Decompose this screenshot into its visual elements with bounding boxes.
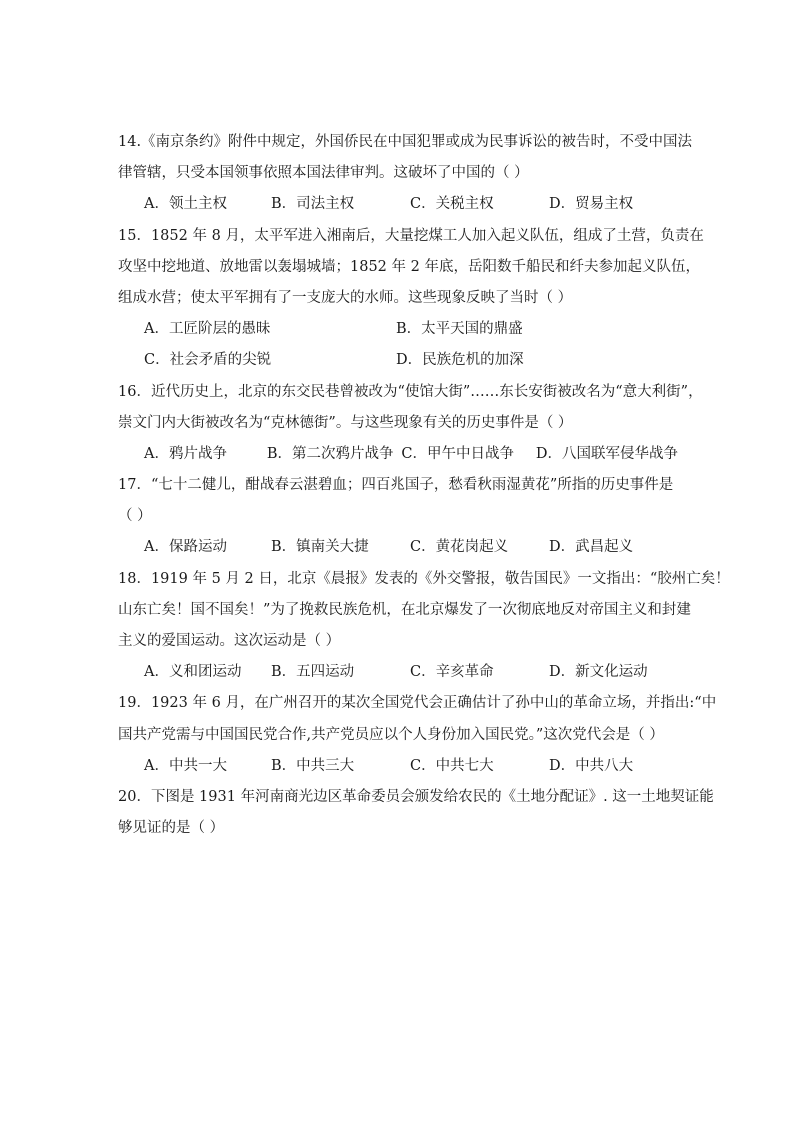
option-d[interactable]: D．新文化运动: [549, 664, 648, 681]
question-stem-continued: 律管辖，只受本国领事依照本国法律审判。这破坏了中国的（ ）: [118, 165, 529, 182]
question-block: [118, 221, 704, 377]
question-stem: 14.《南京条约》附件中规定，外国侨民在中国犯罪或成为民事诉讼的被告时，不受中国法: [118, 134, 693, 150]
question-block: [118, 470, 678, 564]
option-a[interactable]: A．义和团运动: [144, 664, 242, 681]
option-c[interactable]: C．辛亥革命: [410, 664, 494, 681]
option-b[interactable]: B．太平天国的鼎盛: [396, 321, 523, 338]
option-d[interactable]: D．贸易主权: [549, 196, 634, 213]
question-stem: 18．1919 年 5 月 2 日，北京《晨报》发表的《外交警报，敬告国民》一文指出：“胶州亡矣！: [118, 570, 730, 587]
question-stem-continued: 崇文门内大街被改名为“克林德街”。与这些现象有关的历史事件是（ ）: [118, 414, 573, 431]
question-stem-continued: 山东亡矣！国不国矣！”为了挽救民族危机，在北京爆发了一次彻底地反对帝国主义和封建: [118, 601, 691, 618]
option-c[interactable]: C．黄花岗起义: [410, 539, 509, 556]
question-block: [118, 377, 703, 471]
question-block: [118, 688, 717, 782]
question-stem-continued: 国共产党需与中国国民党合作,共产党员应以个人身份加入国民党。”这次党代会是（ ）: [118, 726, 664, 743]
option-b[interactable]: B．镇南关大捷: [271, 539, 369, 556]
option-a[interactable]: A．工匠阶层的愚昧: [144, 321, 271, 338]
option-b[interactable]: B．五四运动: [271, 664, 355, 681]
question-stem-continued: 主义的爱国运动。这次运动是（ ）: [118, 633, 341, 649]
option-c[interactable]: C．中共七大: [410, 757, 494, 774]
question-stem: 20．下图是 1931 年河南商光边区革命委员会颁发给农民的《土地分配证》. 这一土地契证能: [118, 788, 714, 805]
options-row: [118, 751, 678, 782]
option-a[interactable]: A．鸦片战争: [144, 445, 227, 462]
option-a[interactable]: A．保路运动: [144, 539, 227, 556]
question-stem: 17．“七十二健儿，酣战春云湛碧血；四百兆国子，愁看秋雨湿黄花”所指的历史事件是: [118, 477, 674, 494]
options-row: [118, 439, 678, 470]
option-c[interactable]: C．甲午中日战争: [401, 445, 514, 462]
question-stem: 15．1852 年 8 月，太平军进入湘南后，大量挖煤工人加入起义队伍，组成了土营，负责在: [118, 227, 704, 244]
option-d[interactable]: D．八国联军侵华战争: [535, 445, 679, 462]
option-b[interactable]: B．第二次鸦片战争: [266, 445, 394, 462]
question-block: [118, 127, 693, 221]
question-stem-continued: 组成水营；使太平军拥有了一支庞大的水师。这些现象反映了当时（ ）: [118, 289, 573, 306]
option-b[interactable]: B．司法主权: [271, 196, 355, 213]
option-a[interactable]: A．领土主权: [144, 196, 227, 213]
option-b[interactable]: B．中共三大: [271, 757, 355, 774]
question-stem: 16．近代历史上，北京的东交民巷曾被改为“使馆大街”……东长安街被改名为“意大利街”，: [118, 383, 703, 400]
options-row: [118, 314, 678, 345]
question-block: [118, 782, 714, 844]
option-d[interactable]: D．中共八大: [549, 757, 634, 774]
question-stem-continued: 攻坚中挖地道、放地雷以轰塌城墙；1852 年 2 年底，岳阳数千船民和纤夫参加起义队伍，: [118, 258, 700, 275]
options-row: [118, 345, 678, 376]
options-row: [118, 657, 678, 688]
question-block: [118, 564, 730, 689]
options-row: [118, 532, 678, 563]
option-a[interactable]: A．中共一大: [144, 757, 227, 774]
option-c[interactable]: C．关税主权: [410, 196, 494, 213]
question-stem-continued: （ ）: [118, 508, 152, 525]
option-d[interactable]: D．民族危机的加深: [396, 352, 524, 369]
question-stem: 19．1923 年 6 月，在广州召开的某次全国党代会正确估计了孙中山的革命立场，并指出:“中: [118, 695, 717, 712]
option-c[interactable]: C．社会矛盾的尖锐: [144, 352, 272, 369]
options-row: [118, 189, 678, 220]
question-stem-continued: 够见证的是（ ）: [118, 820, 225, 837]
question-list: [118, 127, 730, 844]
option-d[interactable]: D．武昌起义: [549, 539, 634, 556]
